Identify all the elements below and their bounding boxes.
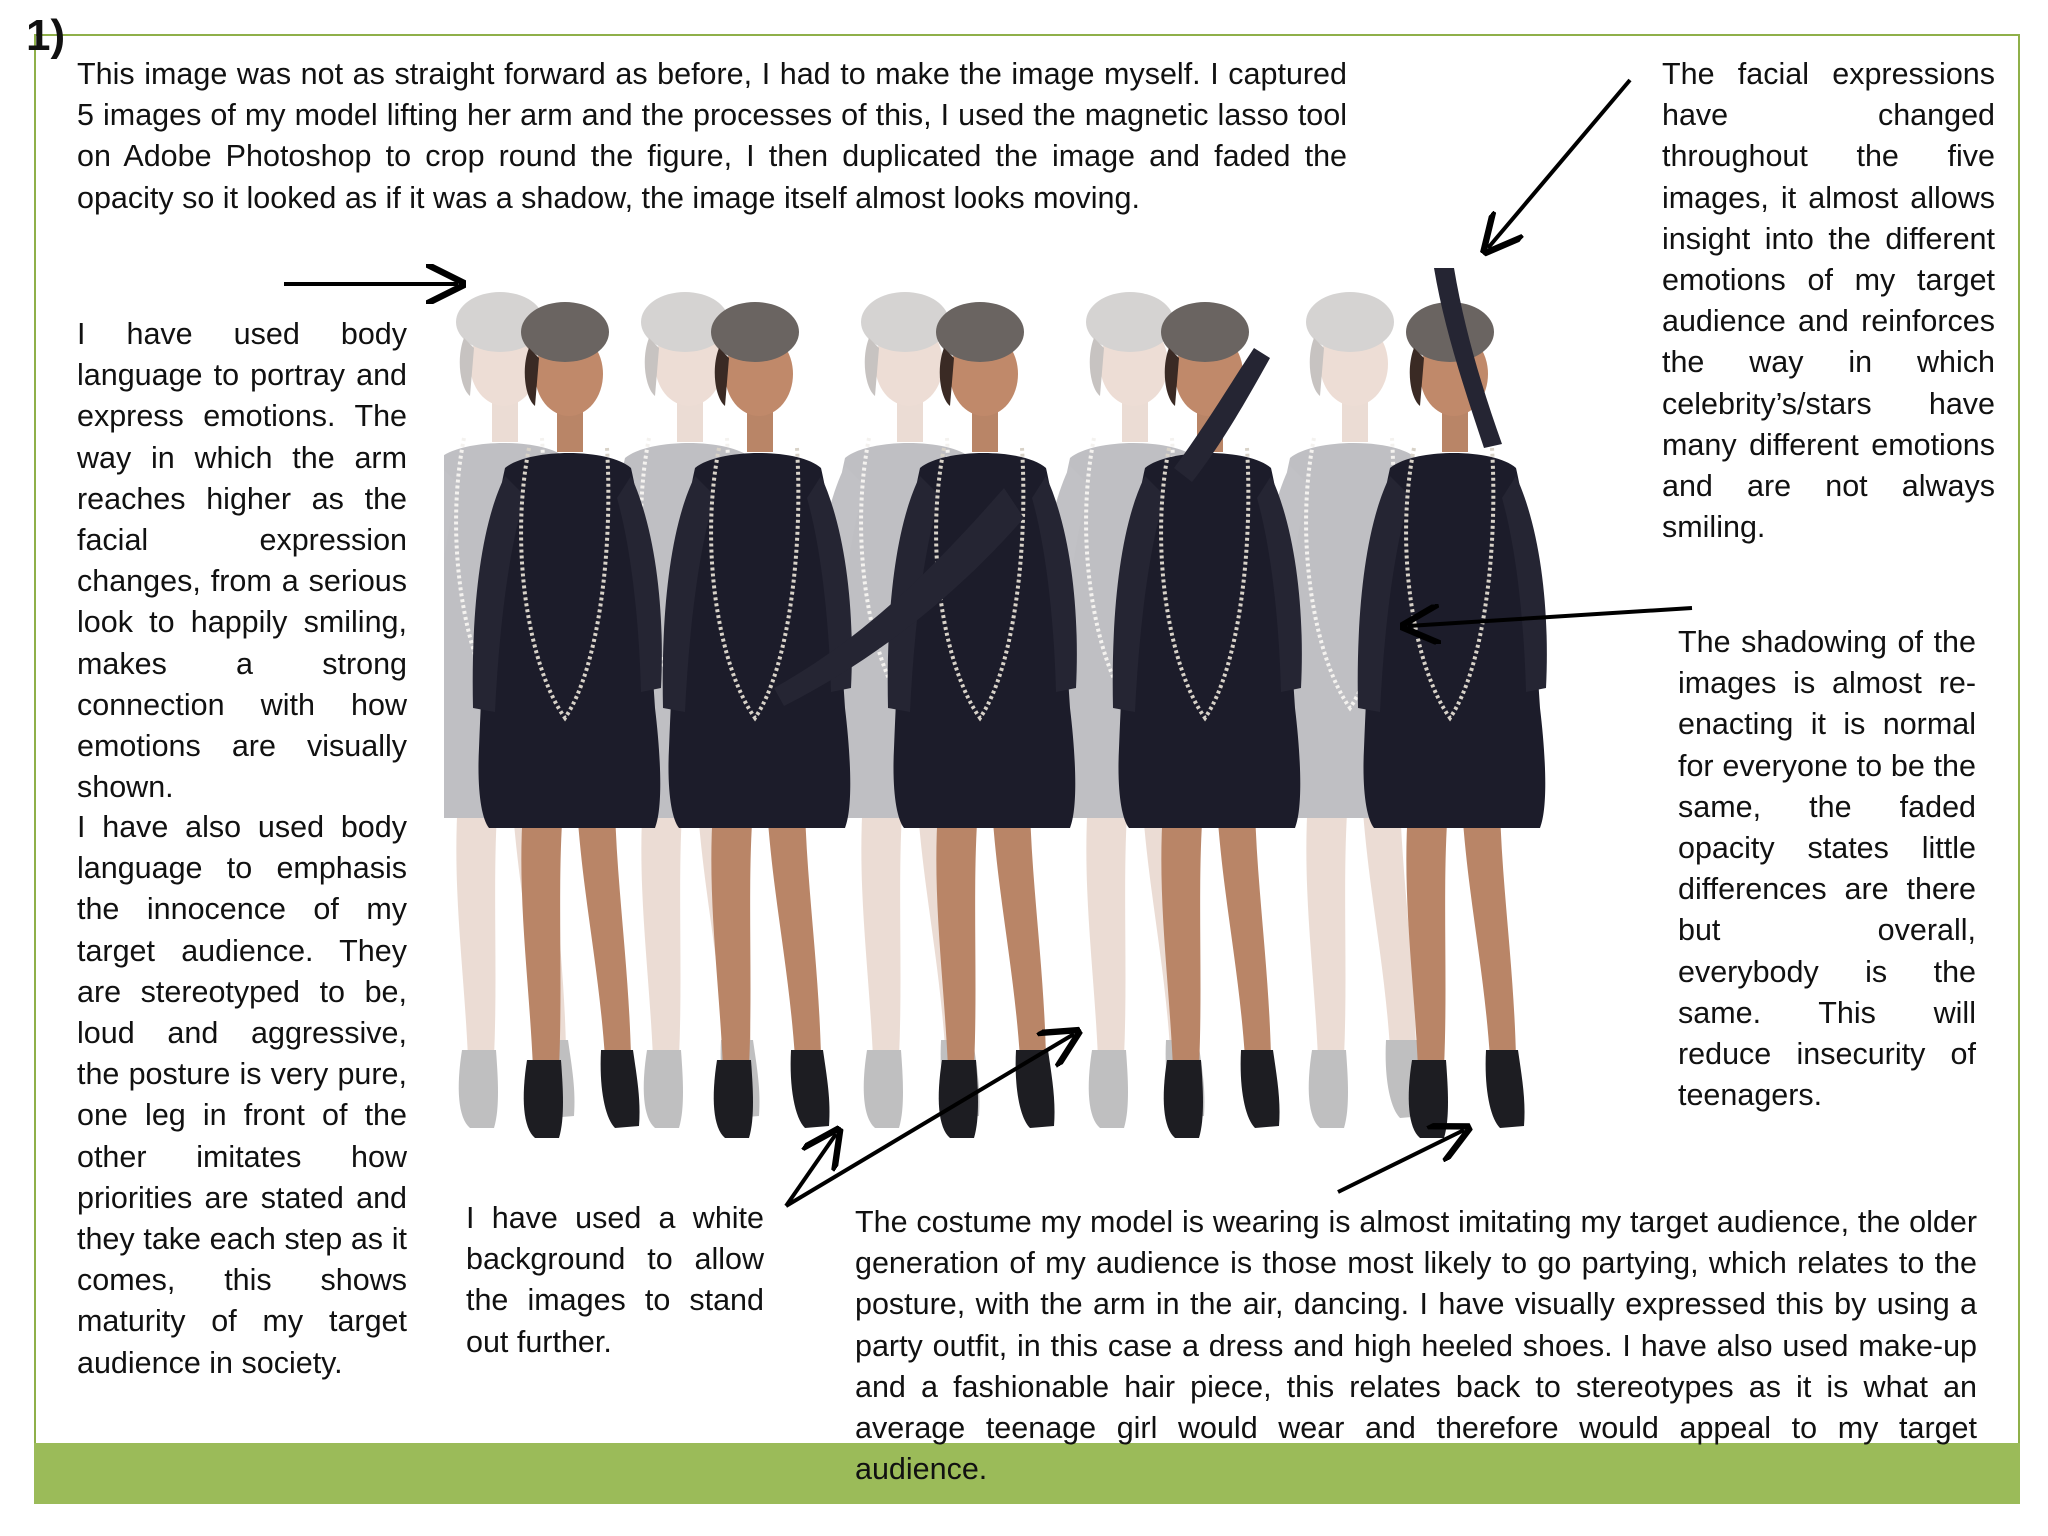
costume-paragraph: The costume my model is wearing is almost imitating my target audience, the older generation of my audience is those most likely to go partying, which relates to the posture, with the arm in the air, dancing. I have visually expressed this by using a party outfit, in this case a dress and high heeled shoes. I have also used make-up and a fashionable hair piece, this relates back to stereotypes as it is what an average teenage girl would wear and therefore would appeal to my target audience. bbox=[855, 1205, 1977, 1487]
body-language-paragraph: I have used body language to portray and express emotions. The way in which the arm reaches higher as the facial expression changes, from a serious look to happily smiling, makes a strong connection with how emotions are visually shown. bbox=[77, 317, 407, 805]
intro-paragraph: This image was not as straight forward as before, I had to make the image myself. I captured 5 images of my model lifting her arm and the processes of this, I used the magnetic lasso tool on Adobe Photoshop to crop round the figure, I then duplicated the image and faded the opacity so it looked as if it was a shadow, the image itself almost looks moving. bbox=[77, 57, 1347, 215]
shadowing-paragraph: The shadowing of the images is almost re-enacting it is normal for everyone to be the same, the faded opacity states little differences are there but overall, everybody is the same. This will reduce insecurity of teenagers. bbox=[1678, 625, 1976, 1113]
innocence-paragraph: I have also used body language to emphasis the innocence of my target audience. They are stereotyped to be, loud and aggressive, the posture is very pure, one leg in front of the other imitates how priorities are stated and they take each step as it comes, this shows maturity of my target audience in society. bbox=[77, 810, 407, 1380]
facial-expressions-paragraph: The facial expressions have changed throughout the five images, it almost allows insight into the different emotions of my target audience and reinforces the way in which celebrity’s/stars have many different emotions and are not always smiling. bbox=[1662, 57, 1995, 545]
model-montage-image bbox=[444, 268, 1634, 1162]
background-paragraph: I have used a white background to allow the images to stand out further. bbox=[466, 1201, 764, 1359]
slide-number: 1) bbox=[26, 11, 66, 60]
